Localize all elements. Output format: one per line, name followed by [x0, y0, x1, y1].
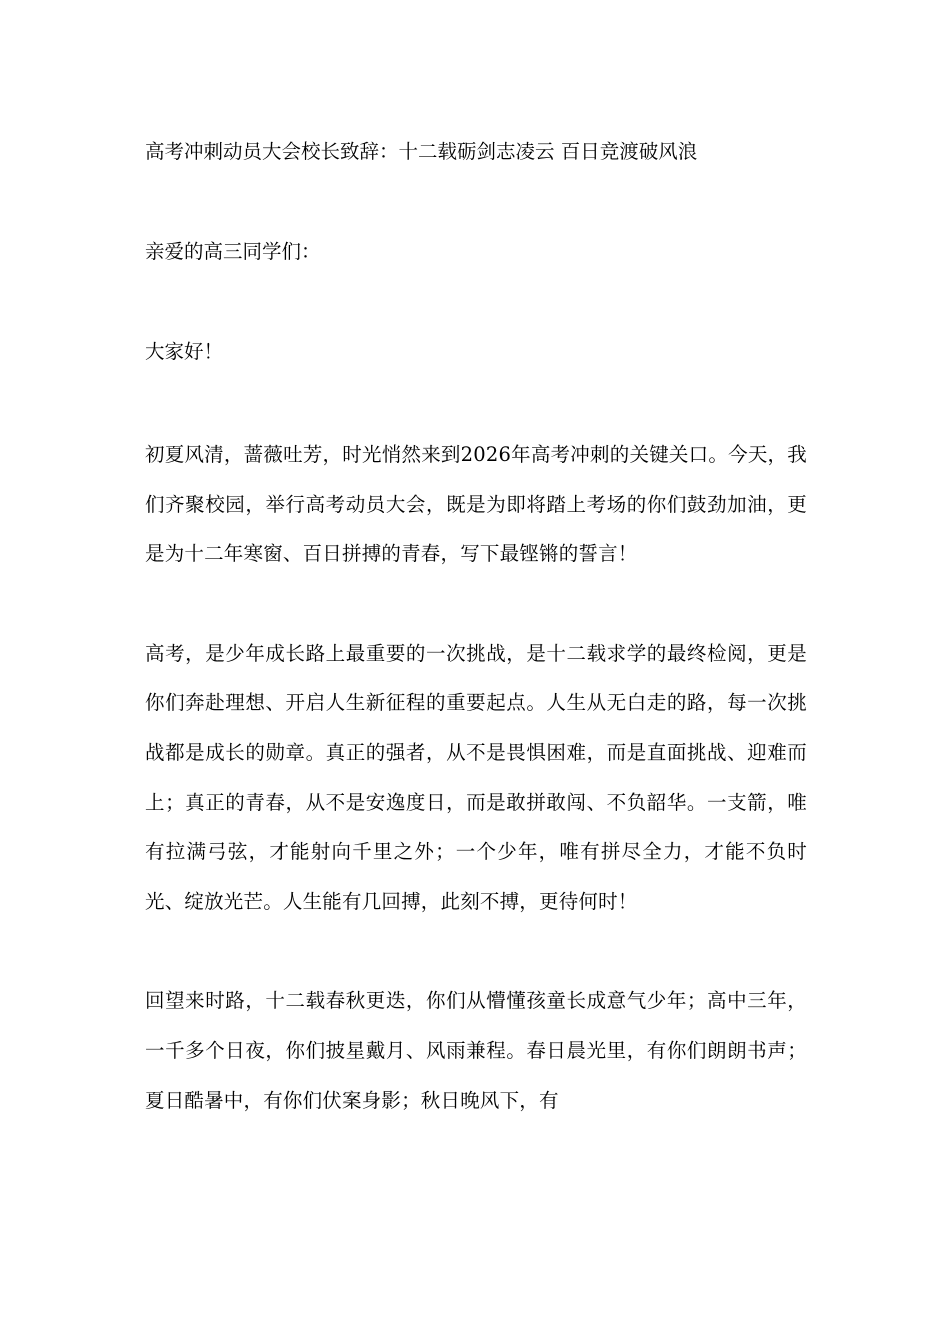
- paragraph-2: 高考，是少年成长路上最重要的一次挑战，是十二载求学的最终检阅，更是你们奔赴理想、开启人生新征程的重要起点。人生从无白走的路，每一次挑战都是成长的勋章。真正的强者，从不是畏惧困难，而是直面挑战、迎难而上；真正的青春，从不是安逸度日，而是敢拼敢闯、不负韶华。一支箭，唯有拉满弓弦，才能射向千里之外；一个少年，唯有拼尽全力，才能不负时光、绽放光芒。人生能有几回搏，此刻不搏，更待何时！: [145, 641, 807, 913]
- paragraph-3: 回望来时路，十二载春秋更迭，你们从懵懂孩童长成意气少年；高中三年，一千多个日夜，你们披星戴月、风雨兼程。春日晨光里，有你们朗朗书声；夏日酷暑中，有你们伏案身影；秋日晚风下，有: [145, 989, 807, 1112]
- document-title: 高考冲刺动员大会校长致辞：十二载砺剑志凌云 百日竞渡破风浪: [145, 140, 698, 163]
- salutation: 亲爱的高三同学们：: [145, 240, 321, 263]
- document-page: [145, 130, 807, 1125]
- greeting: 大家好！: [145, 340, 224, 363]
- paragraph-1: 初夏风清，蔷薇吐芳，时光悄然来到2026年高考冲刺的关键关口。今天，我们齐聚校园，举行高考动员大会，既是为即将踏上考场的你们鼓劲加油，更是为十二年寒窗、百日拼搏的青春，写下最铿锵的誓言！: [145, 443, 807, 566]
